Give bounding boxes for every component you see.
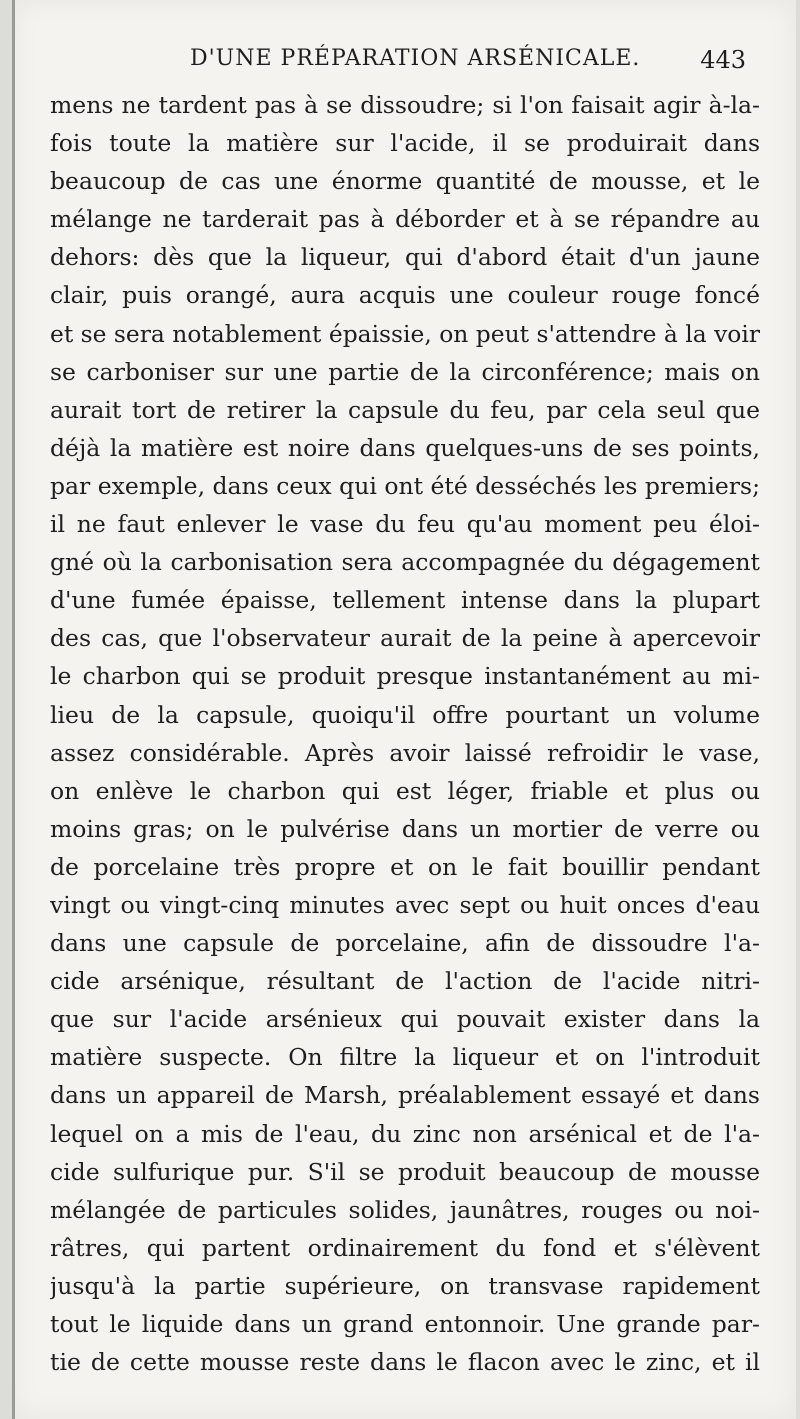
text-line: on enlève le charbon qui est léger, friable et plus ou	[50, 776, 760, 805]
text-line: gné où la carbonisation sera accompagnée du dégagement	[50, 548, 760, 577]
body-text	[50, 86, 760, 1381]
text-line: tie de cette mousse reste dans le flacon avec le zinc, et il	[50, 1348, 760, 1377]
text-line: lieu de la capsule, quoiqu'il offre pourtant un volume	[50, 700, 760, 729]
text-line: par exemple, dans ceux qui ont été desséchés les premiers;	[50, 471, 760, 500]
text-line: cide sulfurique pur. S'il se produit beaucoup de mousse	[50, 1157, 760, 1186]
text-line: cide arsénique, résultant de l'action de l'acide nitri-	[50, 967, 760, 996]
running-title: D'UNE PRÉPARATION ARSÉNICALE.	[190, 46, 641, 71]
text-line: mélangée de particules solides, jaunâtres, rouges ou noi-	[50, 1195, 760, 1224]
text-line: il ne faut enlever le vase du feu qu'au moment peu éloi-	[50, 510, 760, 539]
text-line: des cas, que l'observateur aurait de la peine à apercevoir	[50, 624, 760, 653]
text-line: beaucoup de cas une énorme quantité de mousse, et le	[50, 167, 760, 196]
text-line: tout le liquide dans un grand entonnoir. Une grande par-	[50, 1310, 760, 1338]
text-line: fois toute la matière sur l'acide, il se produirait dans	[50, 129, 760, 158]
text-line: de porcelaine très propre et on le fait bouillir pendant	[50, 852, 760, 881]
text-line: que sur l'acide arsénieux qui pouvait exister dans la	[50, 1005, 760, 1034]
text-line: mens ne tardent pas à se dissoudre; si l'on faisait agir à-la-	[50, 91, 760, 119]
text-line: aurait tort de retirer la capsule du feu, par cela seul que	[50, 395, 760, 424]
book-page	[12, 0, 796, 1419]
text-line: râtres, qui partent ordinairement du fond et s'élèvent	[50, 1233, 760, 1262]
text-line: lequel on a mis de l'eau, du zinc non arsénical et de l'a-	[50, 1119, 760, 1148]
page-header	[12, 44, 796, 84]
text-line: déjà la matière est noire dans quelques-uns de ses points,	[50, 433, 760, 462]
text-line: mélange ne tarderait pas à déborder et à se répandre au	[50, 205, 760, 234]
text-line: jusqu'à la partie supérieure, on transvase rapidement	[50, 1271, 760, 1300]
text-line: se carboniser sur une partie de la circonférence; mais on	[50, 357, 760, 386]
text-line: dehors: dès que la liqueur, qui d'abord était d'un jaune	[50, 243, 760, 272]
text-line: vingt ou vingt-cinq minutes avec sept ou huit onces d'eau	[50, 890, 760, 919]
text-line: dans un appareil de Marsh, préalablement essayé et dans	[50, 1081, 760, 1110]
text-line: matière suspecte. On filtre la liqueur et on l'introduit	[50, 1043, 760, 1072]
text-line: d'une fumée épaisse, tellement intense dans la plupart	[50, 586, 760, 615]
text-line: dans une capsule de porcelaine, afin de dissoudre l'a-	[50, 929, 760, 958]
text-line: moins gras; on le pulvérise dans un mortier de verre ou	[50, 814, 760, 843]
text-line: clair, puis orangé, aura acquis une couleur rouge foncé	[50, 281, 760, 310]
page-number: 443	[700, 46, 746, 74]
text-line: et se sera notablement épaissie, on peut s'attendre à la voir	[50, 319, 760, 348]
text-line: le charbon qui se produit presque instantanément au mi-	[50, 662, 760, 691]
text-line: assez considérable. Après avoir laissé refroidir le vase,	[50, 738, 760, 767]
